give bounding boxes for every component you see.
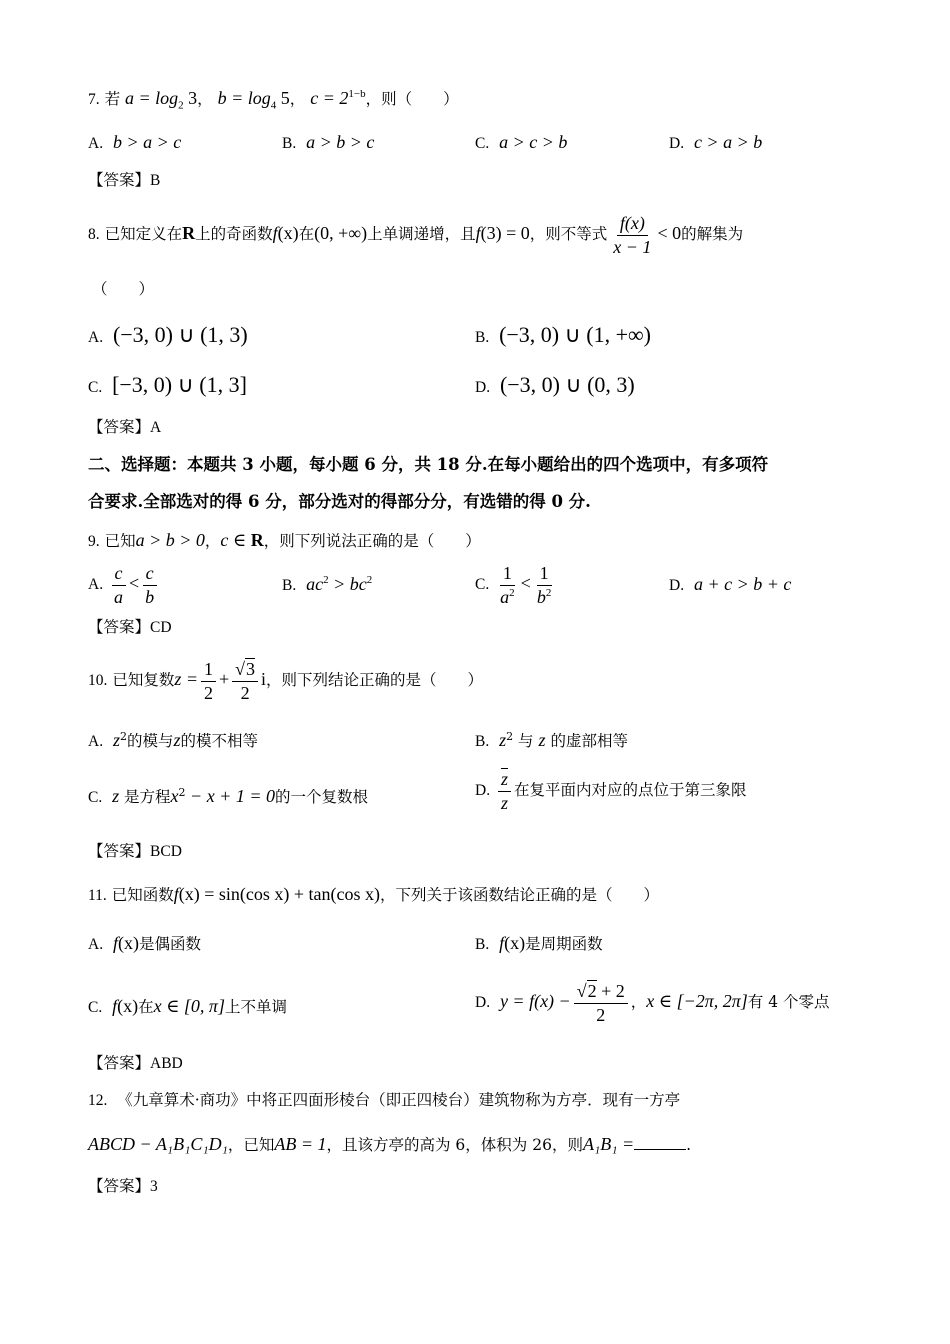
q10-option-c: C. z 是方程$x^2 - x + 1 = 0$的一个复数根 [88,785,368,806]
q10-answer: 【答案】BCD [88,842,182,860]
q10-option-a: A. $z^2$的模与z的模不相等 [88,729,258,750]
q8-option-c: C. [−3, 0) ∪ (1, 3] [88,372,247,397]
q7-b-def: $b = \log_4 5$ [217,88,290,112]
q12-stem-line2: ABCD − A₁B₁C₁D₁，已知AB = 1，且该方亭的高为 6，体积为 26，则A₁B₁ = . [88,1134,692,1154]
q8-paren: （ ） [92,280,155,298]
q9-stem: 9. 已知a > b > 0，c ∈ R，则下列说法正确的是（ ） [88,530,481,550]
q9-answer: 【答案】CD [88,618,172,636]
q12-answer-blank [634,1135,686,1150]
q11-option-b: B. f(x)是周期函数 [475,933,603,953]
q8-answer: 【答案】A [88,418,162,436]
q8-option-a: A. (−3, 0) ∪ (1, 3) [88,322,248,347]
section-heading-line1: 二、选择题：本题共 3 小题，每小题 6 分，共 18 分.在每小题给出的四个选项中，有多项符 [88,455,769,474]
q7-stem: 7. 若 $a = \log_2 3$， $b = \log_4 5$， $c = 2^{1-b}$，则（ ） [88,88,459,112]
q11-answer: 【答案】ABD [88,1054,183,1072]
q8-stem: 8. 已知定义在R上的奇函数f(x)在(0, +∞)上单调递增，且f(3) = 0，则不等式 $\frac{f(x)}{x - 1}$ < 0的解集为 [88,213,744,257]
q11-option-c: C. f(x)在x ∈ [0, π]上不单调 [88,996,287,1016]
q7-option-c: C. a > c > b [475,132,568,152]
q9-option-c: C. $\frac{1}{a^2}$ < $\frac{1}{b^2}$ [475,563,552,607]
q7-option-d: D. c > a > b [669,132,763,152]
q11-stem: 11. 已知函数f(x) = sin(cos x) + tan(cos x)，下列关于该函数结论正确的是（ ） [88,884,660,904]
q12-answer: 【答案】3 [88,1177,158,1195]
q10-stem: 10. 已知复数z = $\frac{1}{2}$ + $\frac{√3}{2}$ i，则下列结论正确的是（ ） [88,659,484,703]
q7-a-def: $a = \log_2 3$ [125,88,198,112]
q12-stem-line1: 12. 《九章算术·商功》中将正四面形棱台（即正四棱台）建筑物称为方亭．现有一方亭 [88,1091,681,1109]
q11-option-d: D. y = f(x) − $\frac{√2 + 2}{2}$ ，x ∈ [−2π, 2π]有 4 个零点 [475,981,830,1025]
q10-option-d: D. $\frac{\overline{z}}{z}$ 在复平面内对应的点位于第三象限 [475,769,747,813]
q8-option-b: B. (−3, 0) ∪ (1, +∞) [475,322,651,347]
q7-option-b: B. a > b > c [282,132,375,152]
q7-answer: 【答案】B [88,171,161,189]
q8-inequality-fraction: $\frac{f(x)}{x - 1}$ [613,213,652,257]
q11-option-a: A. f(x)是偶函数 [88,933,201,953]
q7-c-def: $c = 2^{1-b}$ [310,88,366,108]
q10-option-b: B. $z^2$ 与 z 的虚部相等 [475,729,628,750]
q7-option-a: A. b > a > c [88,132,182,152]
section-heading-line2: 合要求.全部选对的得 6 分，部分选对的得部分分，有选错的得 0 分. [88,492,591,511]
q9-option-a: A. $\frac{c}{a}$ < $\frac{c}{b}$ [88,562,160,608]
q9-option-d: D. a + c > b + c [669,574,792,594]
q8-option-d: D. (−3, 0) ∪ (0, 3) [475,372,635,397]
q9-option-b: B. $ac^2 > bc^2$ [282,574,373,594]
